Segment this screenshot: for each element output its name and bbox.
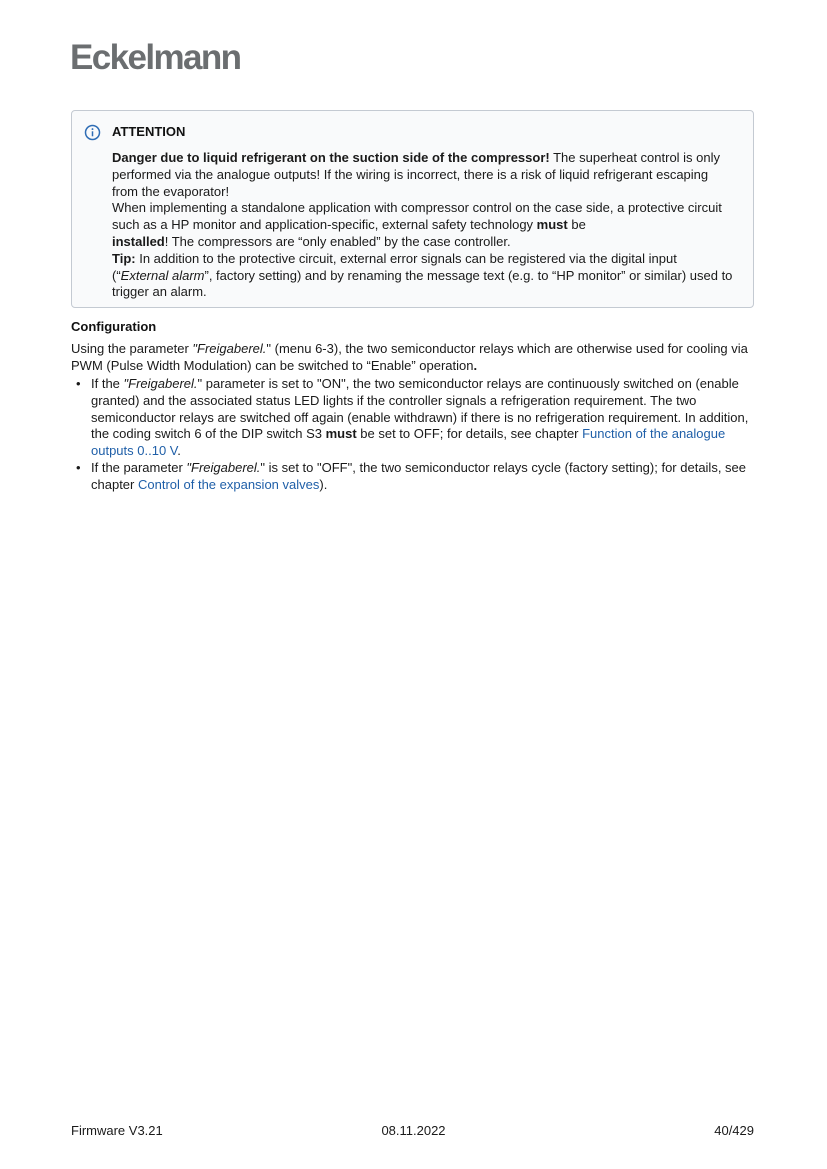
bullet-text-c: be set to OFF; for details, see chapter: [356, 426, 583, 442]
attention-paragraph-standalone: [112, 200, 736, 250]
tip-text-b: ”, factory setting) and by renaming the message text (e.g. to “HP monitor” or similar) used to trigger an alarm.: [112, 267, 733, 300]
danger-text: The superheat control is only performed via the analogue outputs! If the wiring is incorrect, there is a risk of liquid refrigerant escaping from the evaporator!: [112, 150, 721, 199]
company-logo: Eckelmann: [70, 38, 241, 77]
attention-paragraph-tip: [112, 251, 736, 301]
intro-parameter: "Freigaberel.: [192, 341, 267, 356]
bullet-parameter: "Freigaberel.: [186, 459, 261, 475]
tip-external-alarm: External alarm: [120, 267, 205, 283]
link-expansion-valves[interactable]: Control of the expansion valves: [137, 476, 320, 492]
footer-page-number: 40/429: [714, 1123, 754, 1138]
list-item: [71, 376, 754, 460]
bullet-marker: •: [76, 376, 81, 391]
configuration-heading: Configuration: [71, 319, 157, 334]
danger-warning: Danger due to liquid refrigerant on the suction side of the compressor!: [112, 150, 550, 165]
attention-paragraph-danger: [112, 150, 736, 200]
bullet-parameter: "Freigaberel.: [123, 376, 198, 391]
list-item: [71, 460, 754, 494]
bullet-text-c: ).: [319, 476, 328, 492]
bullet-text-d: .: [177, 443, 181, 459]
configuration-list: [71, 376, 754, 494]
footer-date: 08.11.2022: [381, 1123, 446, 1138]
intro-text-b: " (menu 6-3), the two semiconductor relays which are otherwise used for cooling via PWM (Pulse Width Modulation) can be switched to “Enable” operation: [71, 341, 748, 373]
bullet-must: must: [325, 426, 357, 442]
standalone-text-b: be: [567, 217, 586, 233]
attention-title: ATTENTION: [112, 124, 186, 139]
standalone-text-a: When implementing a standalone application with compressor control on the case side, a protective circuit such as a HP monitor and application-specific, external safety technology: [112, 200, 722, 233]
bullet-text-b: " is set to "OFF", the two semiconductor relays cycle (factory setting); for details, see chapter: [91, 459, 747, 492]
link-analogue-outputs[interactable]: Function of the analogue outputs 0..10 V: [91, 426, 726, 459]
standalone-must: must: [536, 217, 568, 233]
standalone-text-c: ! The compressors are “only enabled” by the case controller.: [164, 233, 511, 249]
tip-text-a: In addition to the protective circuit, external error signals can be registered via the digital input (“: [112, 250, 677, 283]
bullet-text-b: " parameter is set to "ON", the two semiconductor relays are continuously switched on (enable granted) and the associated status LED lights if the controller signals a refrigeration requirement. The two semiconductor relays are switched off again (enable withdrawn) if there is no refrigeration requirement. In addition, the coding switch 6 of the DIP switch S3: [91, 376, 749, 442]
intro-period: .: [473, 357, 478, 373]
tip-label: Tip:: [112, 250, 136, 266]
bullet-text-a: If the parameter: [91, 459, 187, 475]
bullet-text-a: If the: [91, 376, 124, 391]
configuration-intro: [71, 341, 754, 375]
intro-text-a: Using the parameter: [71, 341, 193, 356]
footer-firmware: Firmware V3.21: [71, 1123, 163, 1138]
attention-box: [71, 110, 754, 308]
standalone-installed: installed: [112, 233, 165, 249]
attention-body: [112, 150, 736, 301]
bullet-marker: •: [76, 459, 81, 475]
info-circle-icon: [84, 124, 101, 141]
